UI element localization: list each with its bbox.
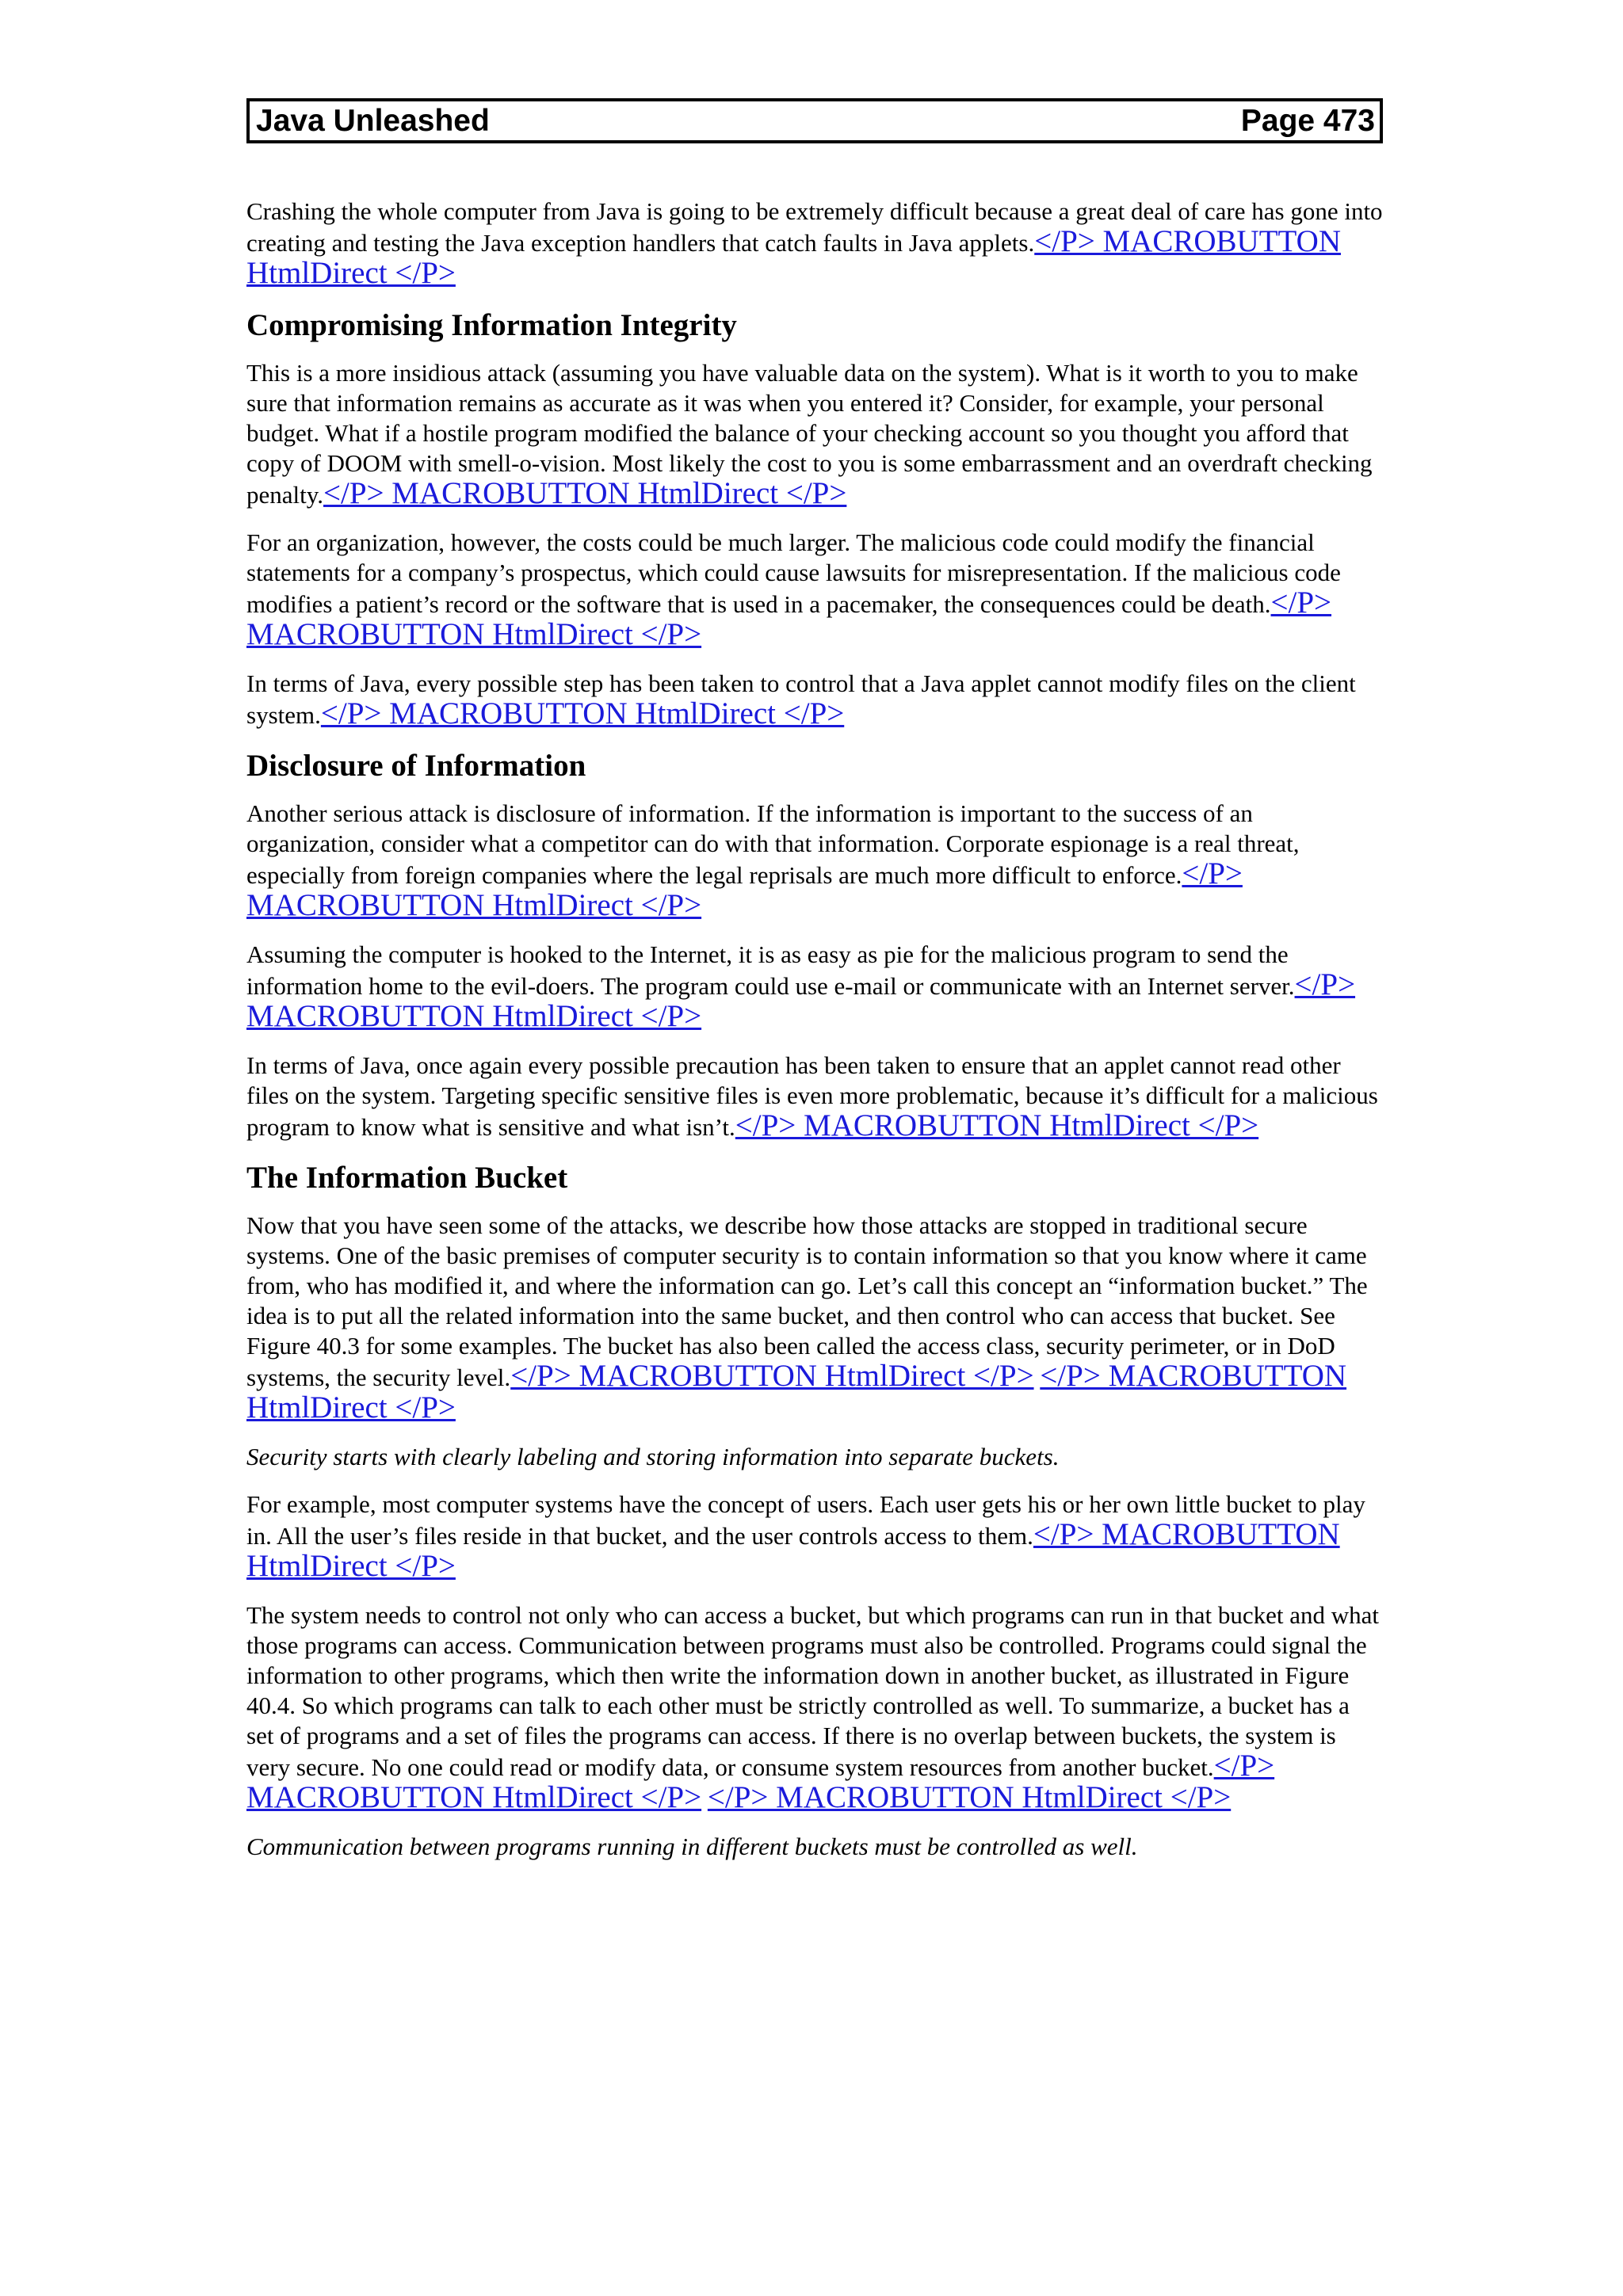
paragraph: In terms of Java, once again every possible precaution has been taken to ensure that an applet cannot read other files on the system. Targeting specific sensitive files is even more problematic, because it’s difficult for a malicious program to know what is sensitive and what isn’t.</P> MACROBUTTON HtmlDirect </P> [246,1051,1378,1142]
section-heading: The Information Bucket [246,1161,568,1195]
macrobutton-link[interactable]: </P> MACROBUTTON HtmlDirect </P> [246,585,1332,651]
macrobutton-link[interactable]: </P> MACROBUTTON HtmlDirect </P> [246,1749,1275,1814]
section-heading: Disclosure of Information [246,749,586,783]
figure-caption: Security starts with clearly labeling and storing information into separate buckets. [246,1443,1060,1470]
paragraph: Crashing the whole computer from Java is going to be extremely difficult because a great deal of care has gone into creating and testing the Java exception handlers that catch faults in Java applets.</P> MACROBUTTON HtmlDirect </P> [246,197,1383,290]
macrobutton-link[interactable]: </P> MACROBUTTON HtmlDirect </P> [320,696,845,730]
paragraph: The system needs to control not only who can access a bucket, but which programs can run in that bucket and what those programs can access. Communication between programs must also be controlled. Programs could signal the information to other programs, which then write the information down in another bucket, as illustrated in Figure 40.4. So which programs can talk to each other must be strictly controlled as well. To summarize, a bucket has a set of programs and a set of files the programs can access. If there is no overlap between buckets, the system is very secure. No one could read or modify data, or consume system resources from another bucket.</P> MACROBUTTON HtmlDirect </P> </P> MACROBUTTON HtmlDirect </P> [246,1601,1380,1814]
page-number: Page 473 [1240,103,1375,138]
macrobutton-link[interactable]: </P> MACROBUTTON HtmlDirect </P> [246,1359,1347,1425]
paragraph: Assuming the computer is hooked to the Internet, it is as easy as pie for the malicious program to send the information home to the evil-doers. The program could use e-mail or communicate with an Internet server.</P> MACROBUTTON HtmlDirect </P> [246,940,1356,1033]
macrobutton-link[interactable]: </P> MACROBUTTON HtmlDirect </P> [510,1359,1034,1393]
macrobutton-link[interactable]: </P> MACROBUTTON HtmlDirect </P> [246,856,1243,922]
macrobutton-link[interactable]: </P> MACROBUTTON HtmlDirect </P> [707,1780,1232,1814]
macrobutton-link[interactable]: </P> MACROBUTTON HtmlDirect </P> [323,476,847,510]
section-heading: Compromising Information Integrity [246,308,737,342]
document-body [246,196,1386,1879]
macrobutton-link[interactable]: </P> MACROBUTTON HtmlDirect </P> [246,224,1341,290]
paragraph: For an organization, however, the costs could be much larger. The malicious code could modify the financial statements for a company’s prospectus, which could cause lawsuits for misrepresentation. If the malicious code modifies a patient’s record or the software that is used in a pacemaker, the consequences could be death.</P> MACROBUTTON HtmlDirect </P> [246,528,1341,651]
macrobutton-link[interactable]: </P> MACROBUTTON HtmlDirect </P> [735,1108,1259,1142]
book-title: Java Unleashed [256,103,490,138]
figure-caption: Communication between programs running in different buckets must be controlled as well. [246,1833,1138,1860]
paragraph: In terms of Java, every possible step has been taken to control that a Java applet cannot modify files on the client system.</P> MACROBUTTON HtmlDirect </P> [246,669,1356,730]
page-header [246,98,1383,143]
paragraph: This is a more insidious attack (assuming you have valuable data on the system). What is it worth to you to make sure that information remains as accurate as it was when you entered it? Consider, for example, your personal budget. What if a hostile program modified the balance of your checking account so you thought you afford that copy of DOOM with smell-o-vision. Most likely the cost to you is some embarrassment and an overdraft checking penalty.</P> MACROBUTTON HtmlDirect </P> [246,359,1373,510]
paragraph: Another serious attack is disclosure of information. If the information is important to the success of an organization, consider what a competitor can do with that information. Corporate espionage is a real threat, especially from foreign companies where the legal reprisals are much more difficult to enforce.</P> MACROBUTTON HtmlDirect </P> [246,799,1300,922]
paragraph: For example, most computer systems have the concept of users. Each user gets his or her own little bucket to play in. All the user’s files reside in that bucket, and the user controls access to them.</P> MACROBUTTON HtmlDirect </P> [246,1490,1365,1583]
paragraph: Now that you have seen some of the attacks, we describe how those attacks are stopped in traditional secure systems. One of the basic premises of computer security is to contain information so that you know where it came from, who has modified it, and where the information can go. Let’s call this concept an “information bucket.” The idea is to put all the related information into the same bucket, and then control who can access that bucket. See Figure 40.3 for some examples. The bucket has also been called the access class, security perimeter, or in DoD systems, the security level.</P> MACROBUTTON HtmlDirect </P> </P> MACROBUTTON HtmlDirect </P> [246,1211,1368,1425]
macrobutton-link[interactable]: </P> MACROBUTTON HtmlDirect </P> [246,967,1356,1033]
macrobutton-link[interactable]: </P> MACROBUTTON HtmlDirect </P> [246,1517,1340,1583]
